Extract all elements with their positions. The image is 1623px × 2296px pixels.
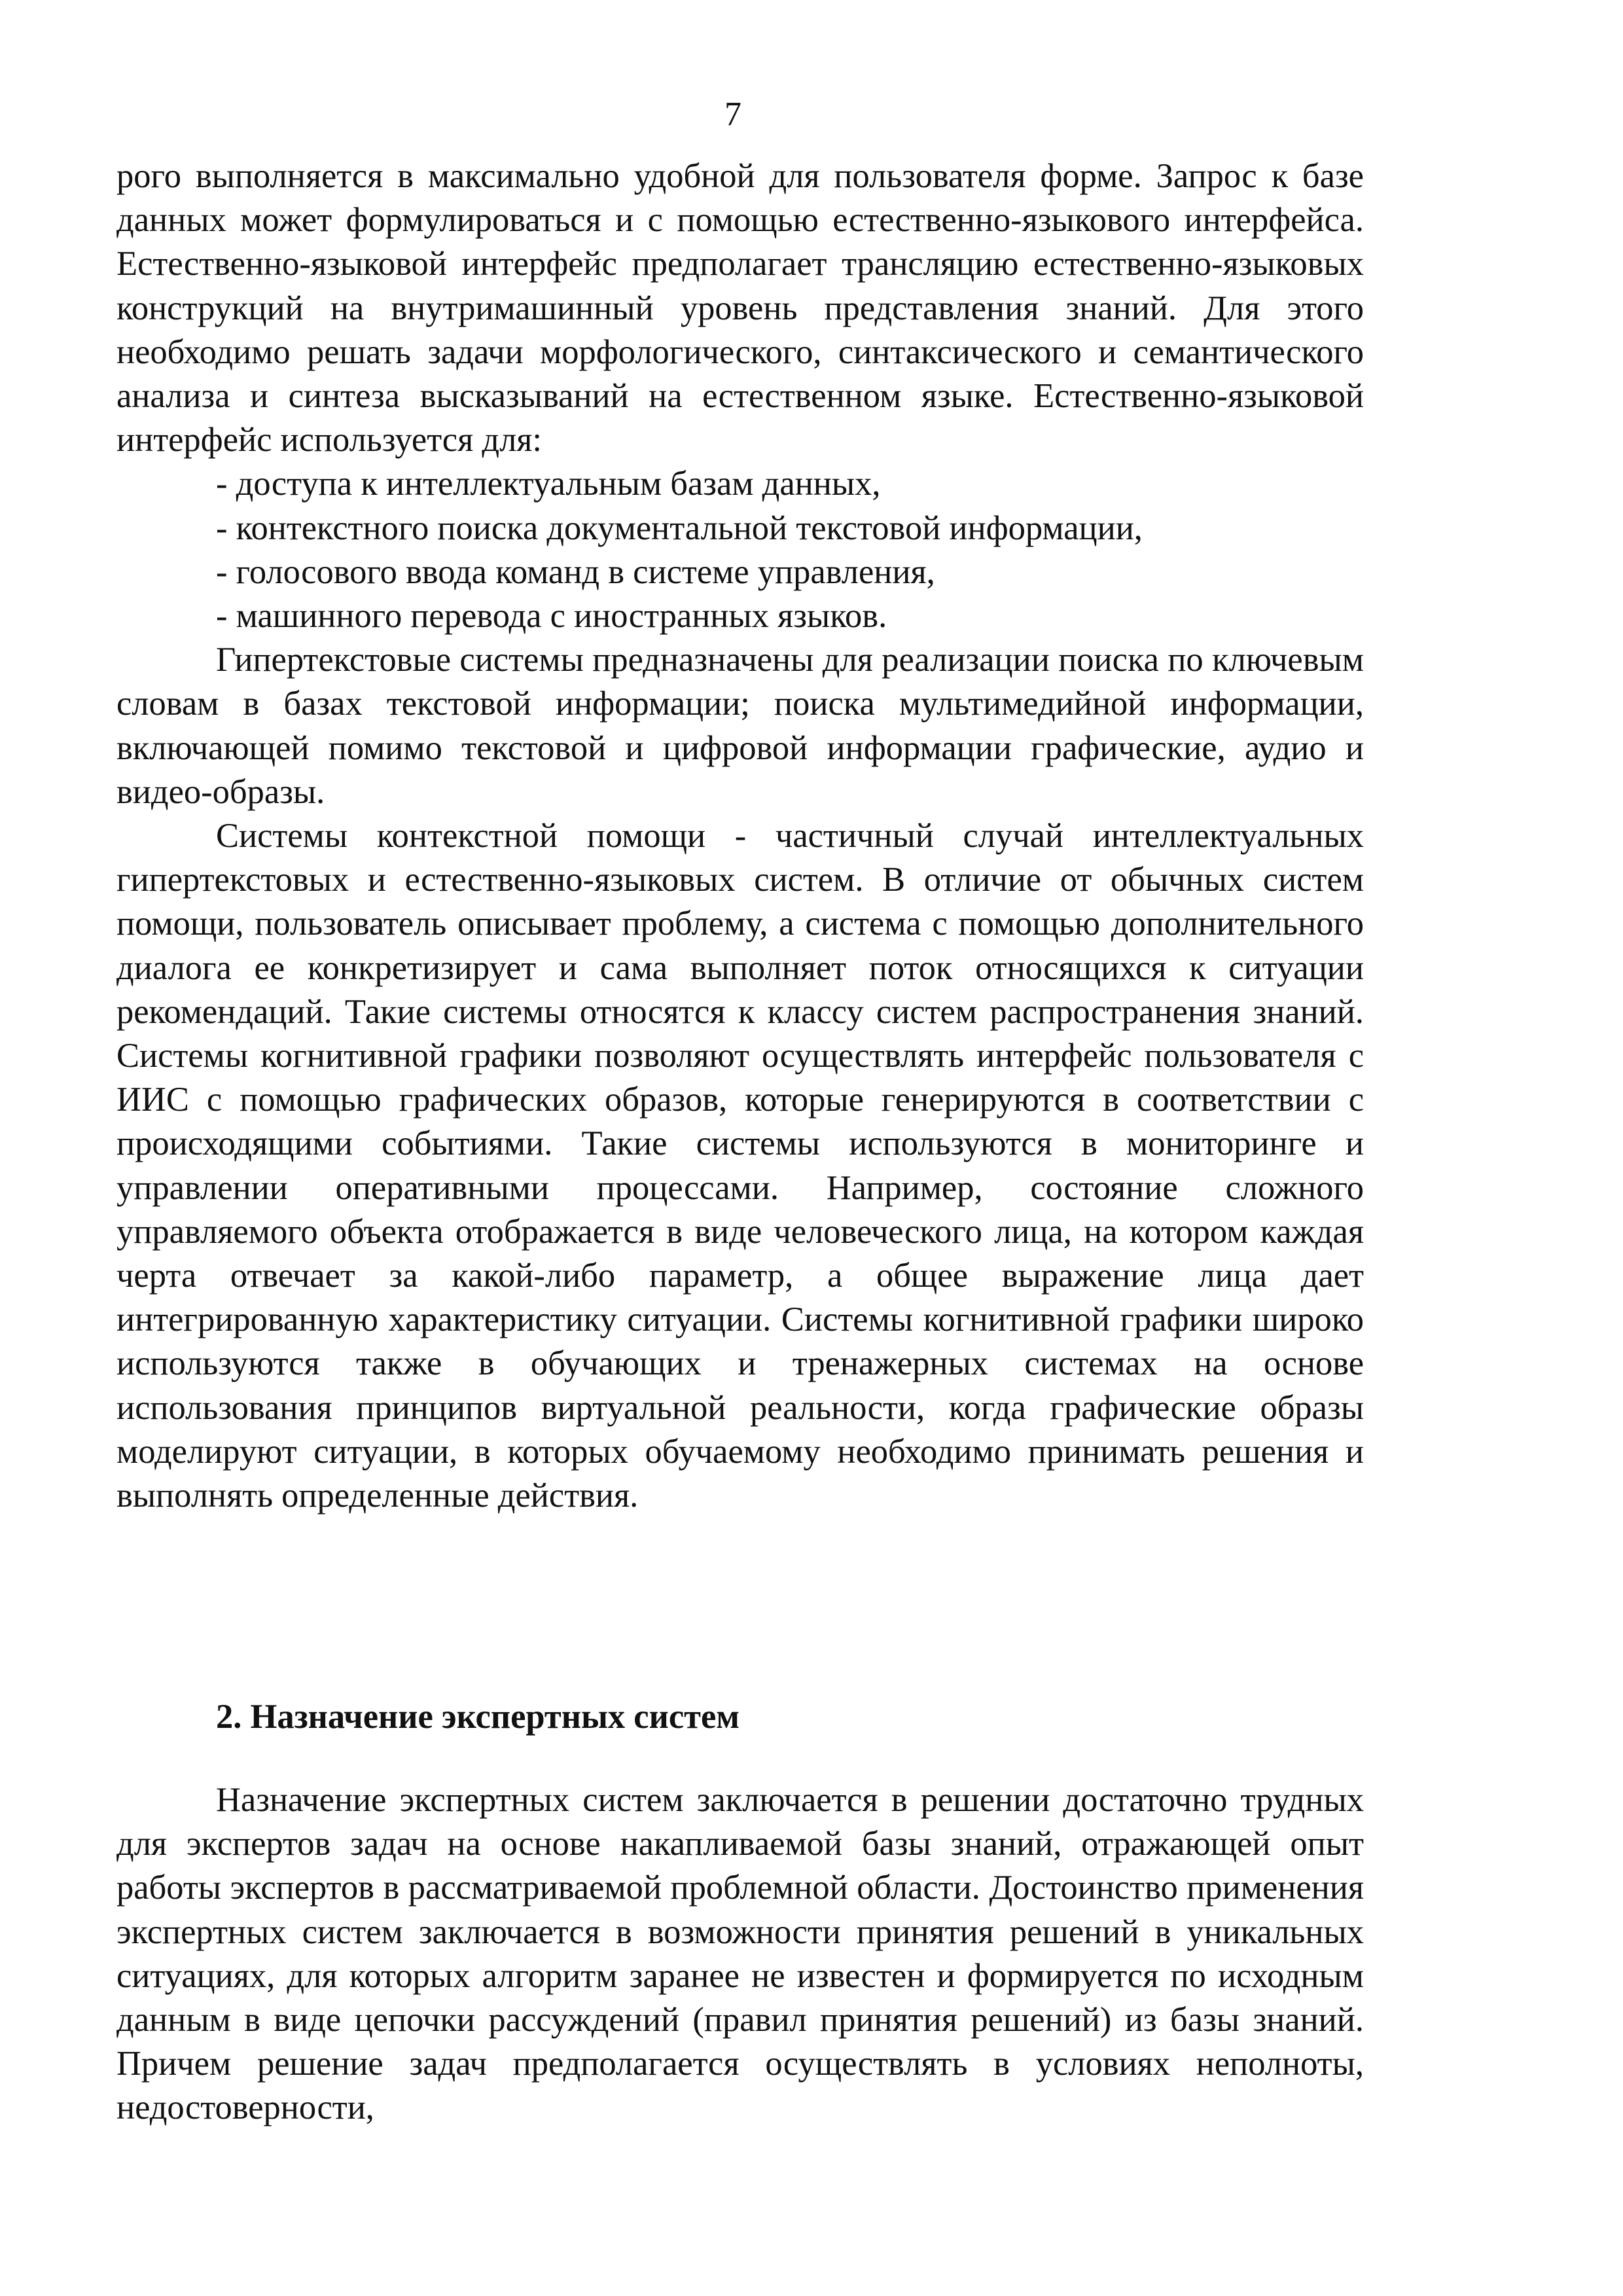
nl-interface-uses-list <box>116 462 1364 638</box>
list-item: - голосового ввода команд в системе управления, <box>216 552 935 591</box>
section-1-body <box>116 154 1364 1518</box>
list-item: - контекстного поиска документальной текстовой информации, <box>216 509 1143 547</box>
list-item: - машинного перевода с иностранных языков. <box>216 597 887 636</box>
expert-systems-purpose-paragraph: Назначение экспертных систем заключается в решении достаточно трудных для экспертов задач на основе накапливаемой базы знаний, отражающей опыт работы экспертов в рассматриваемой проблемной области. Достоинство применения экспертных систем заключается в возможности принятия решений в уникальных ситуациях, для которых алгоритм заранее не известен и формируется по исходным данным в виде цепочки рассуждений (правил принятия решений) из базы знаний. Причем решение задач предполагается осуществлять в условиях неполноты, недостоверности, <box>116 1781 1364 2127</box>
list-item: - доступа к интеллектуальным базам данных, <box>216 465 881 503</box>
hypertext-systems-paragraph: Гипертекстовые системы предназначены для реализации поиска по ключевым словам в базах текстовой информации; поиска мультимедийной информации, включающей помимо текстовой и цифровой информации графические, аудио и видео-образы. <box>116 641 1364 811</box>
context-help-paragraph: Системы контекстной помощи - частичный случай интеллектуальных гипертекстовых и естественно-языковых систем. В отличие от обычных систем помощи, пользователь описывает проблему, а система с помощью дополнительного диалога ее конкретизирует и сама выполняет поток относящихся к ситуации рекомендаций. Такие системы относятся к классу систем распространения знаний. Системы когнитивной графики позволяют осуществлять интерфейс пользователя с ИИС с помощью графических образов, которые генерируются в соответствии с происходящими событиями. Такие системы используются в мониторинге и управлении оперативными процессами. Например, состояние сложного управляемого объекта отображается в виде человеческого лица, на котором каждая черта отвечает за какой-либо параметр, а общее выражение лица дает интегрированную характеристику ситуации. Системы когнитивной графики широко используются также в обучающих и тренажерных системах на основе использования принципов виртуальной реальности, когда графические образы моделируют ситуации, в которых обучаемому необходимо принимать решения и выполнять определенные действия. <box>116 817 1364 1515</box>
page-number: 7 <box>724 96 741 133</box>
section-heading: 2. Назначение экспертных систем <box>216 1698 740 1736</box>
section-2-body <box>116 1778 1364 2130</box>
continuation-paragraph: рого выполняется в максимально удобной для пользователя форме. Запрос к базе данных может формулироваться и с помощью естественно-языкового интерфейса. Естественно-языковой интерфейс предполагает трансляцию естественно-языковых конструкций на внутримашинный уровень представления знаний. Для этого необходимо решать задачи морфологического, синтаксического и семантического анализа и синтеза высказываний на естественном языке. Естественно-языковой интерфейс используется для: <box>116 157 1364 459</box>
